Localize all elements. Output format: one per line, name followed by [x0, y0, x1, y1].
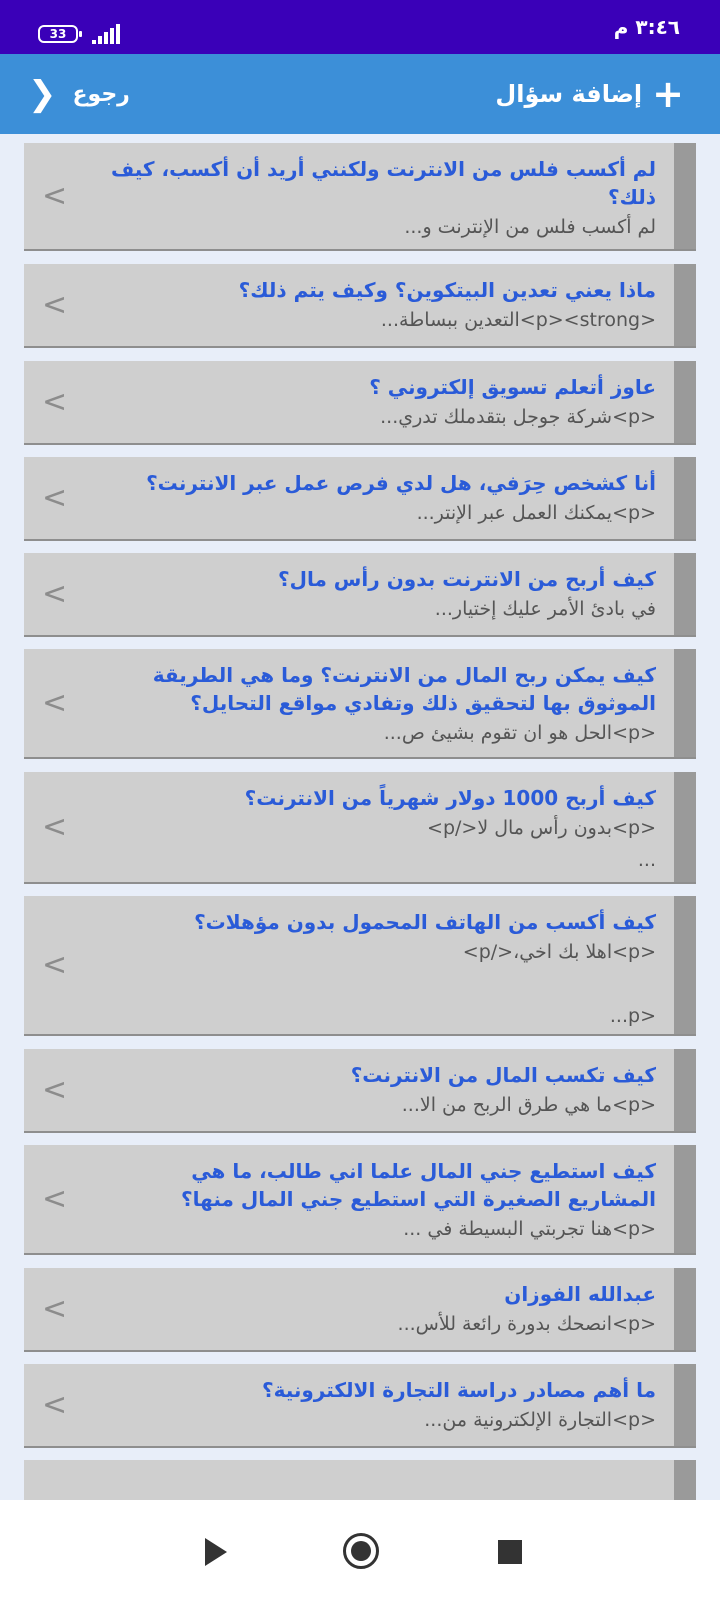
question-excerpt: <p><strong>التعدين ببساطة... [380, 309, 656, 331]
back-button[interactable] [28, 72, 130, 116]
questions-list [24, 143, 696, 1500]
question-card[interactable] [24, 457, 696, 541]
question-card[interactable] [24, 143, 696, 251]
question-title: ماذا يعني تعدين البيتكوين؟ وكيف يتم ذلك؟ [238, 278, 656, 302]
question-title: كيف أربح من الانترنت بدون رأس مال؟ [278, 567, 656, 591]
back-label: رجوع [72, 81, 130, 107]
system-nav-bar [0, 1500, 720, 1600]
status-time: ٣:٤٦ م [613, 15, 680, 39]
app-bar [0, 54, 720, 134]
question-excerpt: <p>بدون رأس مال لا</p> ... [427, 817, 656, 871]
question-excerpt: <p>التجارة الإلكترونية من... [424, 1409, 656, 1431]
question-excerpt: لم أكسب فلس من الإنترنت و... [404, 216, 656, 238]
chevron-left-icon: < [42, 178, 68, 214]
question-excerpt: في بادئ الأمر عليك إختيار... [434, 598, 656, 620]
question-card[interactable] [24, 1460, 696, 1500]
question-card[interactable] [24, 1364, 696, 1448]
chevron-left-icon: < [42, 1291, 68, 1327]
question-title: لم أكسب فلس من الانترنت ولكنني أريد أن أكسب، كيف ذلك؟ [110, 157, 656, 209]
question-title: كيف يمكن ربح المال من الانترنت؟ وما هي الطريقة الموثوق بها لتحقيق ذلك وتفادي مواقع التحايل؟ [152, 663, 656, 715]
question-title: كيف أربح 1000 دولار شهرياً من الانترنت؟ [244, 786, 656, 810]
question-excerpt: <p>انصحك بدورة رائعة للأس... [397, 1313, 656, 1335]
question-excerpt: <p>شركة جوجل بتقدملك تدري... [380, 406, 656, 428]
question-card[interactable] [24, 361, 696, 445]
question-excerpt: <p>يمكنك العمل عبر الإنتر... [416, 502, 656, 524]
chevron-left-icon: < [42, 685, 68, 721]
question-excerpt: <p>هنا تجربتي البسيطة في ... [403, 1218, 656, 1240]
question-title: كيف استطيع جني المال علما اني طالب، ما هي المشاريع الصغيرة التي استطيع جني المال منها؟ [181, 1159, 656, 1211]
chevron-left-icon: < [42, 809, 68, 845]
question-card[interactable] [24, 1049, 696, 1133]
question-excerpt: <p>الحل هو ان تقوم بشيئ ص... [383, 722, 656, 744]
question-card[interactable] [24, 649, 696, 759]
question-card[interactable] [24, 1268, 696, 1352]
status-bar [0, 0, 720, 54]
chevron-left-icon: < [42, 1072, 68, 1108]
chevron-right-icon: ❯ [28, 74, 57, 114]
chevron-left-icon: < [42, 947, 68, 983]
nav-home-icon[interactable] [343, 1533, 379, 1569]
add-question-button[interactable] [495, 72, 684, 116]
chevron-left-icon: < [42, 287, 68, 323]
question-title: كيف تكسب المال من الانترنت؟ [350, 1063, 656, 1087]
question-excerpt: <p>اهلا بك اخي،</p> <p... [462, 941, 656, 1027]
question-title: كيف أكسب من الهاتف المحمول بدون مؤهلات؟ [194, 910, 656, 934]
nav-back-icon[interactable] [205, 1538, 227, 1566]
question-card[interactable] [24, 896, 696, 1036]
question-card[interactable] [24, 772, 696, 884]
battery-icon: 33 [38, 25, 78, 43]
add-question-label: إضافة سؤال [495, 80, 643, 108]
chevron-left-icon: < [42, 1387, 68, 1423]
question-title: أنا كشخص حِرَفي، هل لدي فرص عمل عبر الانترنت؟ [146, 471, 656, 495]
question-title: عبدالله الفوزان [504, 1282, 656, 1306]
plus-icon: + [652, 72, 684, 116]
question-card[interactable] [24, 1145, 696, 1255]
question-card[interactable] [24, 553, 696, 637]
question-card[interactable] [24, 264, 696, 348]
chevron-left-icon: < [42, 480, 68, 516]
question-excerpt: <p>ما هي طرق الربح من الا... [401, 1094, 656, 1116]
question-title: عاوز أتعلم تسويق إلكتروني ؟ [369, 375, 656, 399]
chevron-left-icon: < [42, 576, 68, 612]
chevron-left-icon: < [42, 1181, 68, 1217]
signal-icon [92, 24, 122, 44]
question-title: ما أهم مصادر دراسة التجارة الالكترونية؟ [261, 1378, 656, 1402]
nav-recents-icon[interactable] [498, 1540, 522, 1564]
chevron-left-icon: < [42, 384, 68, 420]
